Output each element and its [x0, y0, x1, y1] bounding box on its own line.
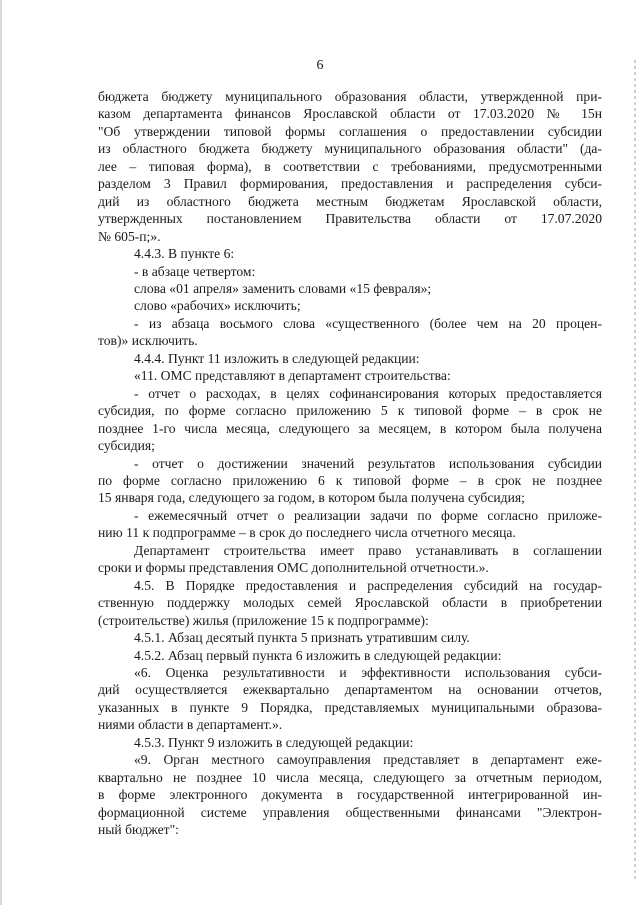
text-line: 15 января года, следующего за годом, в котором была получена субсидия;	[98, 490, 525, 506]
text-line: слова «01 апреля» заменить словами «15 февраля»;	[134, 280, 432, 296]
text-line: субсидия;	[98, 438, 155, 454]
text-line: казом департамента финансов Ярославской области от 17.03.2020 № 15н	[98, 106, 602, 122]
text-line: сроки и формы представления ОМС дополнительной отчетности.».	[98, 560, 489, 576]
text-line: тов)» исключить.	[98, 333, 198, 349]
text-line: - ежемесячный отчет о реализации задачи по форме согласно приложе-	[134, 507, 602, 523]
text-line: дий из областного бюджета местным бюджетам Ярославской области,	[98, 193, 602, 209]
text-line: разделом 3 Правил формирования, предоставления и распределения субси-	[98, 176, 602, 192]
text-line: 4.5.1. Абзац десятый пункта 5 признать утратившим силу.	[134, 630, 470, 646]
text-line: 4.4.4. Пункт 11 изложить в следующей редакции:	[134, 350, 420, 366]
scan-edge-left	[0, 0, 2, 905]
text-line: - из абзаца восьмого слова «существенного (более чем на 20 процен-	[134, 315, 602, 331]
text-line: ниями области в департамент.».	[98, 717, 283, 733]
text-line: ственную поддержку молодых семей Ярославской области в приобретении	[98, 595, 602, 611]
text-line: № 605-п;».	[98, 228, 161, 244]
text-line: лее – типовая форма), в соответствии с требованиями, предусмотренными	[98, 158, 602, 174]
text-line: слово «рабочих» исключить;	[134, 298, 301, 314]
text-line: «11. ОМС представляют в департамент строительства:	[134, 368, 451, 384]
scan-edge-right	[634, 60, 636, 880]
document-body	[98, 88, 602, 838]
text-line: нию 11 к подпрограмме – в срок до последнего числа отчетного месяца.	[98, 525, 516, 541]
text-line: 4.5.3. Пункт 9 изложить в следующей редакции:	[134, 734, 414, 750]
text-line: ный бюджет":	[98, 822, 179, 838]
text-line: - в абзаце четвертом:	[134, 263, 256, 279]
text-line: - отчет о достижении значений результатов использования субсидии	[134, 455, 602, 471]
text-line: по форме согласно приложению 6 к типовой форме – в срок не позднее	[98, 472, 602, 488]
text-line: указанных в пункте 9 Порядка, представляемых муниципальными образова-	[98, 699, 602, 715]
text-line: в форме электронного документа в государственной интегрированной ин-	[98, 787, 602, 803]
text-line: (строительстве) жилья (приложение 15 к подпрограмме):	[98, 612, 429, 628]
text-line: 4.5. В Порядке предоставления и распределения субсидий на государ-	[134, 577, 602, 593]
text-line: квартально не позднее 10 числа месяца, следующего за отчетным периодом,	[98, 769, 602, 785]
text-line: «6. Оценка результативности и эффективности использования субси-	[134, 664, 602, 680]
text-line: 4.5.2. Абзац первый пункта 6 изложить в следующей редакции:	[134, 647, 502, 663]
text-line: «9. Орган местного самоуправления представляет в департамент еже-	[134, 752, 602, 768]
text-line: Департамент строительства имеет право устанавливать в соглашении	[134, 542, 602, 558]
text-line: 4.4.3. В пункте 6:	[134, 246, 235, 262]
text-line: - отчет о расходах, в целях софинансирования которых предоставляется	[134, 385, 602, 401]
text-line: бюджета бюджету муниципального образования области, утвержденной при-	[98, 89, 602, 104]
text-line: утвержденных постановлением Правительства области от 17.07.2020	[98, 211, 602, 227]
text-line: дий осуществляется ежеквартально департаментом на основании отчетов,	[98, 682, 602, 698]
text-line: "Об утверждении типовой формы соглашения о предоставлении субсидии	[98, 123, 602, 139]
text-line: позднее 1-го числа месяца, следующего за месяцем, в котором была получена	[98, 420, 602, 436]
text-line: субсидия, по форме согласно приложению 5 к типовой форме – в срок не	[98, 403, 602, 419]
text-line: формационной системе управления общественными финансами "Электрон-	[98, 804, 602, 820]
page-number: 6	[316, 58, 324, 73]
text-line: из областного бюджета бюджету муниципального образования области" (да-	[98, 141, 602, 157]
